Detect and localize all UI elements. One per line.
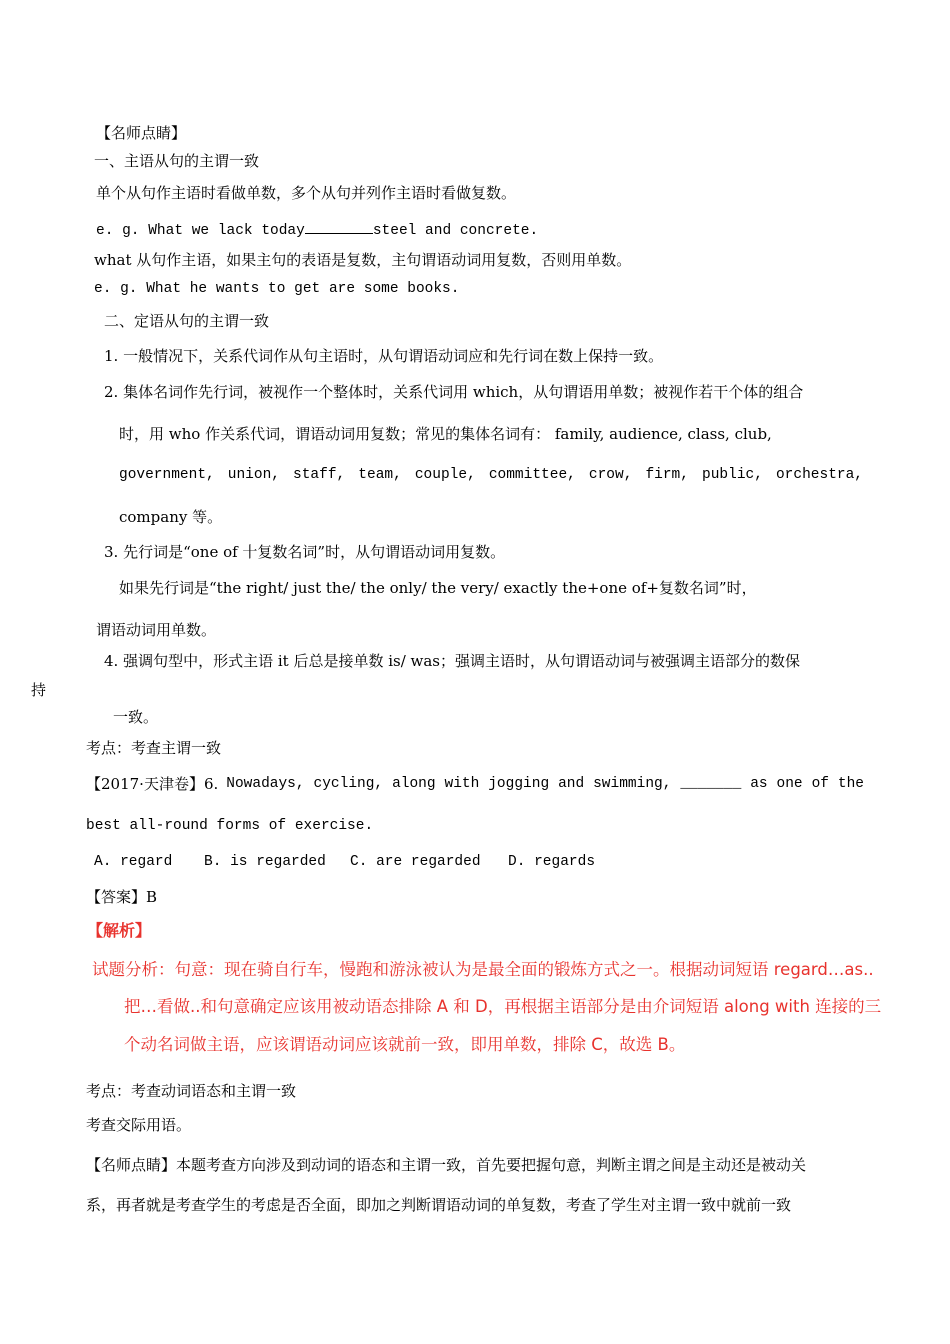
example-suffix: steel and concrete.	[372, 223, 539, 239]
example-sentence	[96, 218, 538, 242]
option-a: A. regard	[94, 854, 173, 870]
word: one	[776, 776, 803, 792]
teacher-tip: 系，再者就是考查学生的考虑是否全面，即加之判断谓语动词的单复数，考查了学生对主谓一致中就前一致	[86, 1196, 792, 1214]
list-item-continued: 持	[31, 681, 47, 699]
word: jogging	[488, 776, 550, 792]
list-item: 4. 强调句型中，形式主语 it 后总是接单数 is/ was；强调主语时，从句谓语动词与被强调主语部分的数保	[104, 652, 801, 670]
answer-blank	[305, 218, 373, 234]
word: cycling,	[313, 776, 384, 792]
list-item: 1. 一般情况下，关系代词作从句主语时，从句谓语动词应和先行词在数上保持一致。	[104, 347, 664, 365]
word: committee,	[488, 467, 576, 483]
word: orchestra,	[775, 467, 863, 483]
list-item-continued: 谓语动词用单数。	[96, 621, 217, 639]
word: along	[392, 776, 436, 792]
word: couple,	[414, 467, 476, 483]
list-item-continued: company 等。	[119, 508, 223, 526]
question-stem-continued: best all-round forms of exercise.	[86, 818, 374, 834]
analysis-heading: 【解析】	[87, 921, 152, 940]
part1-title: 一、主语从句的主谓一致	[94, 152, 260, 170]
answer-label: 【答案】B	[86, 888, 158, 906]
list-item: 3. 先行词是“one of 十复数名词”时，从句谓语动词用复数。	[104, 543, 506, 561]
word: team,	[358, 467, 402, 483]
question-stem	[86, 773, 864, 795]
word: staff,	[293, 467, 346, 483]
word: with	[444, 776, 480, 792]
question-blank: _______	[680, 776, 742, 792]
word: crow,	[588, 467, 633, 483]
kaodian-label: 考点：考查主谓一致	[86, 739, 222, 757]
analysis-text: 把…看做..和句意确定应该用被动语态排除 A 和 D，再根据主语部分是由介词短语 along with 连接的三	[124, 997, 882, 1016]
list-item-continued: 一致。	[113, 708, 159, 726]
rule-text: 单个从句作主语时看做单数，多个从句并列作主语时看做复数。	[96, 184, 517, 202]
section-heading: 【名师点睛】	[96, 124, 187, 142]
word: as	[750, 776, 768, 792]
part2-title: 二、定语从句的主谓一致	[104, 312, 270, 330]
example-sentence: e. g. What he wants to get are some books.	[94, 281, 460, 297]
rule-text: what 从句作主语，如果主句的表语是复数，主句谓语动词用复数，否则用单数。	[94, 251, 632, 269]
word: firm,	[645, 467, 689, 483]
options-row	[94, 851, 595, 873]
word: swimming,	[593, 776, 672, 792]
question-stem-words	[226, 773, 864, 795]
list-item-continued: 如果先行词是“the right/ just the/ the only/ the very/ exactly the+one of+复数名词”时，	[119, 579, 757, 597]
analysis-text: 个动名词做主语，应该谓语动词应该就前一致，即用单数，排除 C，故选 B。	[124, 1035, 686, 1054]
kaodian-label: 考点：考查动词语态和主谓一致	[86, 1082, 297, 1100]
topic-note: 考查交际用语。	[86, 1116, 192, 1134]
word: public,	[702, 467, 763, 483]
word: union,	[227, 467, 280, 483]
question-source: 【2017·天津卷】6.	[86, 775, 219, 793]
analysis-text: 试题分析：句意：现在骑自行车，慢跑和游泳被认为是最全面的锻炼方式之一。根据动词短语 regard…as..	[92, 960, 874, 979]
list-item: 2. 集体名词作先行词，被视作一个整体时，关系代词用 which，从句谓语用单数；被视作若干个体的组合	[104, 383, 804, 401]
option-b: B. is regarded	[204, 854, 326, 870]
option-d: D. regards	[508, 854, 596, 870]
list-item-continued: 时，用 who 作关系代词，谓语动词用复数；常见的集体名词有： family, audience, class, club,	[119, 425, 772, 443]
example-prefix: e. g. What we lack today	[96, 223, 305, 239]
word: Nowadays,	[226, 776, 305, 792]
word: of	[811, 776, 829, 792]
word: the	[837, 776, 864, 792]
word: government,	[119, 467, 215, 483]
collective-nouns-line	[119, 464, 863, 486]
word: and	[558, 776, 585, 792]
option-c: C. are regarded	[350, 854, 481, 870]
teacher-tip: 【名师点睛】本题考查方向涉及到动词的语态和主谓一致，首先要把握句意，判断主谓之间是主动还是被动关	[86, 1156, 807, 1174]
